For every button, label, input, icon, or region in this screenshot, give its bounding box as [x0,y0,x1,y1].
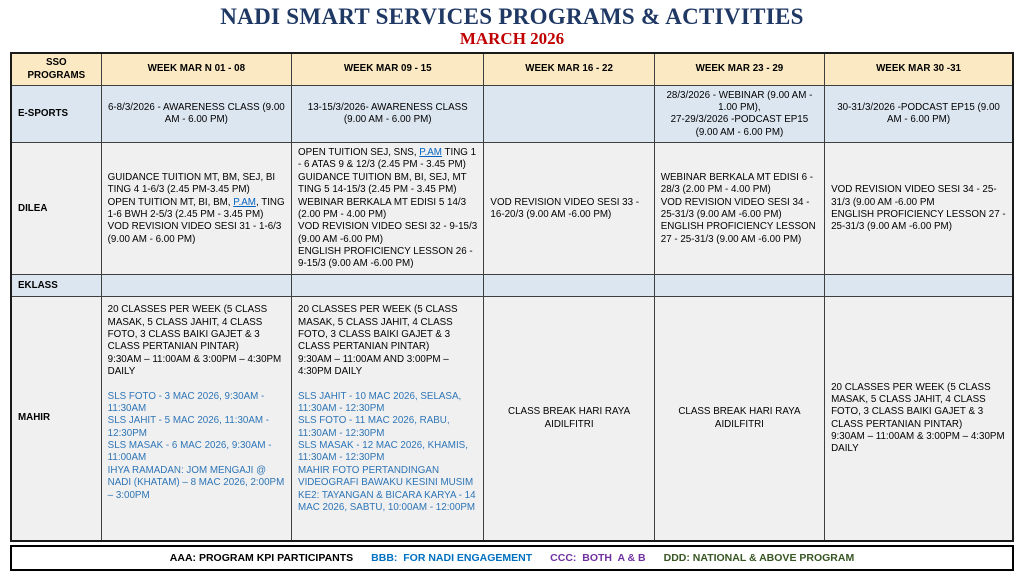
table-row [11,143,1013,275]
pam-link[interactable]: P.AM [233,196,256,208]
week-header-cell: WEEK MAR 09 - 15 [292,53,484,86]
page-subtitle: MARCH 2026 [459,29,565,49]
programs-table [10,52,1014,542]
schedule-text: TING 1 - 6 ATAS 9 & 12/3 (2.45 PM - 3.45 PM) GUIDANCE TUITION BM, BI, SEJ, MT TING 5 14-15/3 (2.45 PM - 3.45 PM) WEBINAR BERKALA MT EDISI 5 14/3 (2.00 PM - 4.00 PM) VOD REVISION VIDEO SESI 32 - 9-15/3 (9.00 AM -6.00 PM) ENGLISH PROFICIENCY LESSON 26 - 9-15/3 (9.00 AM -6.00 PM) [298,147,478,270]
program-label: E-SPORTS [11,86,101,143]
schedule-cell [484,86,654,143]
schedule-text: SLS JAHIT - 10 MAC 2026, SELASA, 11:30AM - 12:30PM SLS FOTO - 11 MAC 2026, RABU, 11:30AM - 12:30PM SLS MASAK - 12 MAC 2026, KHAMIS, 11:30AM - 12:30PM MAHIR FOTO PERTANDINGAN VIDEOGRAFI BAWAKU KESINI MUSIM KE2: TAYANGAN & BICARA KARYA - 14 MAC 2026, SABTU, 10:00AM - 12:00PM [298,390,476,513]
legend-item: AAA: PROGRAM KPI PARTICIPANTS [169,551,354,564]
header-row [11,53,1013,86]
table-row [11,297,1013,541]
schedule-cell [484,275,654,297]
schedule-cell [825,143,1013,275]
schedule-text: VOD REVISION VIDEO SESI 33 - 16-20/3 (9.00 AM -6.00 PM) [490,196,640,220]
schedule-cell [292,275,484,297]
legend-item: DDD: NATIONAL & ABOVE PROGRAM [663,551,855,564]
program-label: DILEA [11,143,101,275]
week-header-cell: WEEK MAR 23 - 29 [654,53,824,86]
schedule-text: 13-15/3/2026- AWARENESS CLASS (9.00 AM - 6.00 PM) [307,102,468,126]
schedule-text: CLASS BREAK HARI RAYA AIDILFITRI [678,406,801,430]
pam-link[interactable]: P.AM [419,147,442,159]
schedule-cell [825,297,1013,541]
schedule-cell [101,275,291,297]
schedule-cell [101,297,291,541]
schedule-cell [101,143,291,275]
schedule-text: 20 CLASSES PER WEEK (5 CLASS MASAK, 5 CLASS JAHIT, 4 CLASS FOTO, 3 CLASS BAIKI GAJET & 3 CLASS PERTANIAN PINTAR) 9:30AM – 11:00AM AND 3:00PM – 4:30PM DAILY [298,304,458,378]
week-header-cell: WEEK MAR 30 -31 [825,53,1013,86]
schedule-cell [654,86,824,143]
legend-bar [10,545,1014,571]
schedule-text: 20 CLASSES PER WEEK (5 CLASS MASAK, 5 CLASS JAHIT, 4 CLASS FOTO, 3 CLASS BAIKI GAJET & 3 CLASS PERTANIAN PINTAR) 9:30AM – 11:00AM & 3:00PM – 4:30PM DAILY [831,381,1005,455]
schedule-cell [484,143,654,275]
program-label: EKLASS [11,275,101,297]
page-title: NADI SMART SERVICES PROGRAMS & ACTIVITIES [220,4,804,29]
schedule-text: OPEN TUITION SEJ, SNS, [298,147,420,159]
legend-item: BBB: FOR NADI ENGAGEMENT [371,551,533,564]
schedule-cell [292,297,484,541]
schedule-text: , TING 1-6 BWH 2-5/3 (2.45 PM - 3.45 PM) VOD REVISION VIDEO SESI 31 - 1-6/3 (9.00 AM - 6.00 PM) [107,196,285,245]
week-header-cell: SSO PROGRAMS [11,53,101,86]
program-label: MAHIR [11,297,101,541]
schedule-text: 30-31/3/2026 -PODCAST EP15 (9.00 AM - 6.00 PM) [837,102,1000,126]
schedule-text: GUIDANCE TUITION MT, BM, SEJ, BI TING 4 1-6/3 (2.45 PM-3.45 PM) OPEN TUITION MT, BI, BM, [107,171,276,208]
schedule-cell [292,143,484,275]
schedule-cell [654,297,824,541]
schedule-cell [101,86,291,143]
schedule-text: CLASS BREAK HARI RAYA AIDILFITRI [508,406,631,430]
schedule-text: 6-8/3/2026 - AWARENESS CLASS (9.00 AM - 6.00 PM) [107,102,285,126]
schedule-cell [654,275,824,297]
schedule-cell [825,275,1013,297]
schedule-cell [825,86,1013,143]
schedule-text: SLS FOTO - 3 MAC 2026, 9:30AM - 11:30AM SLS JAHIT - 5 MAC 2026, 11:30AM - 12:30PM SLS MASAK - 6 MAC 2026, 9:30AM - 11:00AM IHYA RAMADAN: JOM MENGAJI @ NADI (KHATAM) – 8 MAC 2026, 2:00PM – 3:00PM [107,390,285,501]
week-header-cell: WEEK MAR 16 - 22 [484,53,654,86]
table-row [11,86,1013,143]
schedule-cell [484,297,654,541]
schedule-text: WEBINAR BERKALA MT EDISI 6 - 28/3 (2.00 PM - 4.00 PM) VOD REVISION VIDEO SESI 34 - 25-31/3 (9.00 AM -6.00 PM) ENGLISH PROFICIENCY LESSON 27 - 25-31/3 (9.00 AM -6.00 PM) [660,171,816,245]
programs-table-body [11,86,1013,541]
schedule-text: 20 CLASSES PER WEEK (5 CLASS MASAK, 5 CLASS JAHIT, 4 CLASS FOTO, 3 CLASS BAIKI GAJET & 3 CLASS PERTANIAN PINTAR) 9:30AM – 11:00AM & 3:00PM – 4:30PM DAILY [107,304,282,378]
schedule-cell [292,86,484,143]
table-row [11,275,1013,297]
schedule-cell [654,143,824,275]
schedule-text: 28/3/2026 - WEBINAR (9.00 AM - 1.00 PM), 27-29/3/2026 -PODCAST EP15 (9.00 AM - 6.00 PM) [666,89,813,138]
schedule-text: VOD REVISION VIDEO SESI 34 - 25-31/3 (9.00 AM -6.00 PM ENGLISH PROFICIENCY LESSON 27 - 25-31/3 (9.00 AM -6.00 PM) [831,184,1006,233]
week-header-cell: WEEK MAR N 01 - 08 [101,53,291,86]
legend-item: CCC: BOTH A & B [550,551,646,564]
